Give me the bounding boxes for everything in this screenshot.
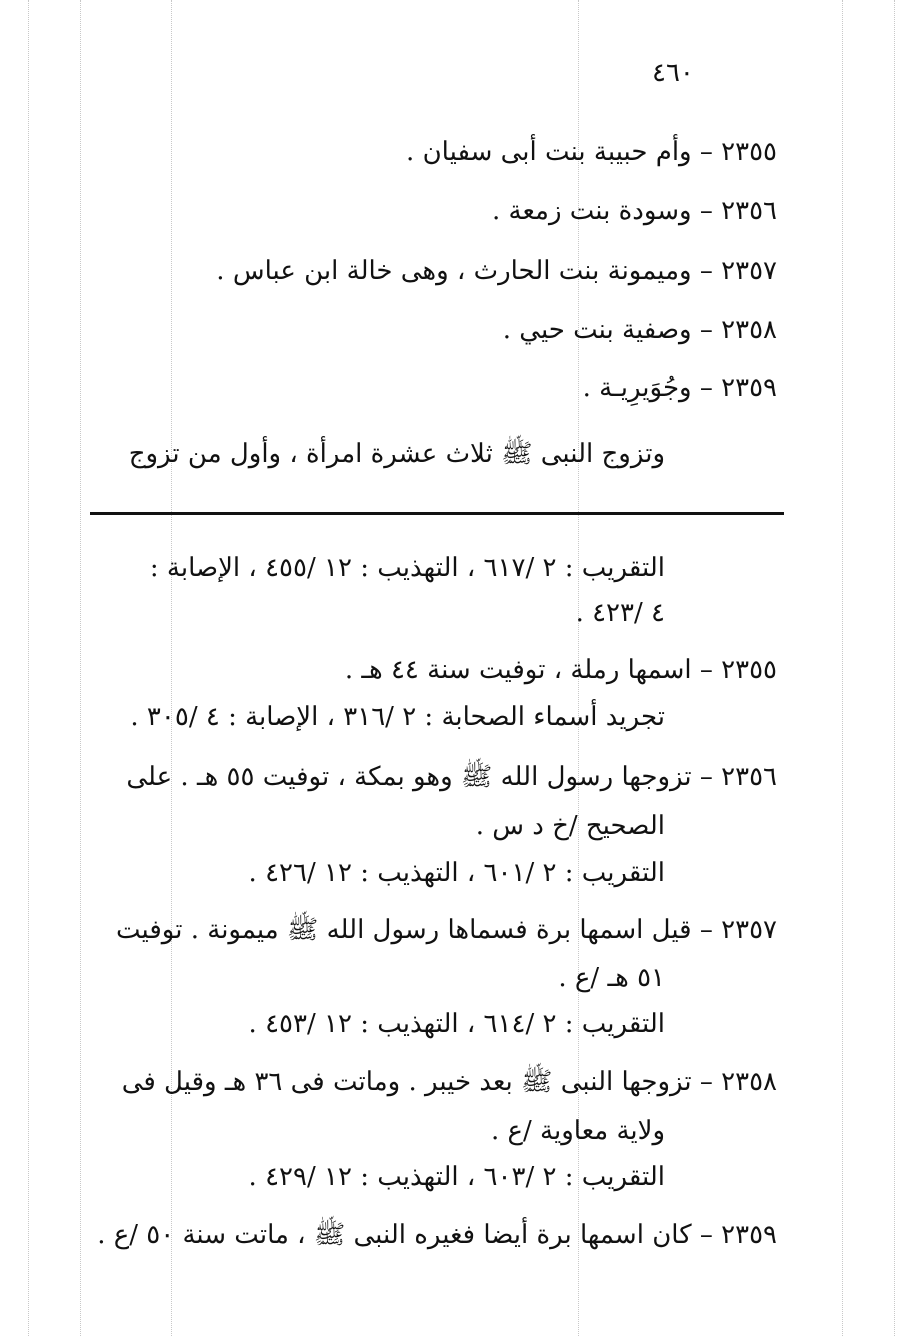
footnote-2358 xyxy=(122,1062,777,1102)
footnote-line: ولاية معاوية /ع . xyxy=(490,1116,665,1146)
entry-text: – وصفية بنت حيي . xyxy=(502,315,713,345)
entry-number: ٢٣٥٩ xyxy=(721,373,777,403)
footnote-text: – تزوجها رسول الله ﷺ وهو بمكة ، توفيت ٥٥ هـ . على xyxy=(126,762,713,792)
footnote-2356 xyxy=(126,757,777,797)
footnote-text: – قيل اسمها برة فسماها رسول الله ﷺ ميمونة . توفيت xyxy=(115,915,713,945)
footnote-line: التقريب : ٢ /٦١٤ ، التهذيب : ١٢ /٤٥٣ . xyxy=(248,1009,665,1039)
footnote-2355 xyxy=(345,650,777,690)
entry-2355 xyxy=(406,132,777,172)
entry-number: ٢٣٥٧ xyxy=(721,256,777,286)
scan-guide-line xyxy=(28,0,29,1336)
footnote-text: – كان اسمها برة أيضا فغيره النبى ﷺ ، ماتت سنة ٥٠ /ع . xyxy=(97,1220,713,1250)
footnote-line: التقريب : ٢ /٦٠٣ ، التهذيب : ١٢ /٤٢٩ . xyxy=(248,1162,665,1192)
footnote-2359 xyxy=(97,1215,777,1255)
footnote-text: – اسمها رملة ، توفيت سنة ٤٤ هـ . xyxy=(344,655,713,685)
footnote-number: ٢٣٥٨ xyxy=(721,1067,777,1097)
footnote-number: ٢٣٥٥ xyxy=(721,655,777,685)
footnote-number: ٢٣٥٧ xyxy=(721,915,777,945)
entry-number: ٢٣٥٨ xyxy=(721,315,777,345)
entry-number: ٢٣٥٦ xyxy=(721,196,777,226)
entry-text: – وجُوَيرِيـة . xyxy=(582,373,713,403)
entry-2358 xyxy=(503,310,777,350)
scan-guide-line xyxy=(894,0,895,1336)
entry-text: – وميمونة بنت الحارث ، وهى خالة ابن عباس . xyxy=(216,256,713,286)
footnote-line: الصحيح /خ د س . xyxy=(475,811,665,841)
entry-text: – وسودة بنت زمعة . xyxy=(492,196,713,226)
footnote-line: تجريد أسماء الصحابة : ٢ /٣١٦ ، الإصابة : ٤ /٣٠٥ . xyxy=(130,702,665,732)
footnote-intro-line: ٤ /٤٢٣ . xyxy=(575,598,665,628)
footnote-number: ٢٣٥٩ xyxy=(721,1220,777,1250)
footnote-line: ٥١ هـ /ع . xyxy=(558,963,665,993)
closing-line: وتزوج النبى ﷺ ثلاث عشرة امرأة ، وأول من تزوج xyxy=(128,439,665,469)
entry-2356 xyxy=(492,191,777,231)
scan-guide-line xyxy=(842,0,843,1336)
footnote-number: ٢٣٥٦ xyxy=(721,762,777,792)
entry-2357 xyxy=(216,251,777,291)
footnote-separator xyxy=(90,512,784,515)
entry-text: – وأم حبيبة بنت أبى سفيان . xyxy=(406,137,713,167)
scan-guide-line xyxy=(171,0,172,1336)
entry-2359 xyxy=(583,368,777,408)
footnote-2357 xyxy=(116,910,777,950)
entry-number: ٢٣٥٥ xyxy=(721,137,777,167)
scan-guide-line xyxy=(80,0,81,1336)
footnote-line: التقريب : ٢ /٦٠١ ، التهذيب : ١٢ /٤٢٦ . xyxy=(248,858,665,888)
footnote-intro-line: التقريب : ٢ /٦١٧ ، التهذيب : ١٢ /٤٥٥ ، الإصابة : xyxy=(149,553,665,583)
footnote-text: – تزوجها النبى ﷺ بعد خيبر . وماتت فى ٣٦ هـ وقيل فى xyxy=(121,1067,713,1097)
page-number: ٤٦٠ xyxy=(652,58,694,88)
